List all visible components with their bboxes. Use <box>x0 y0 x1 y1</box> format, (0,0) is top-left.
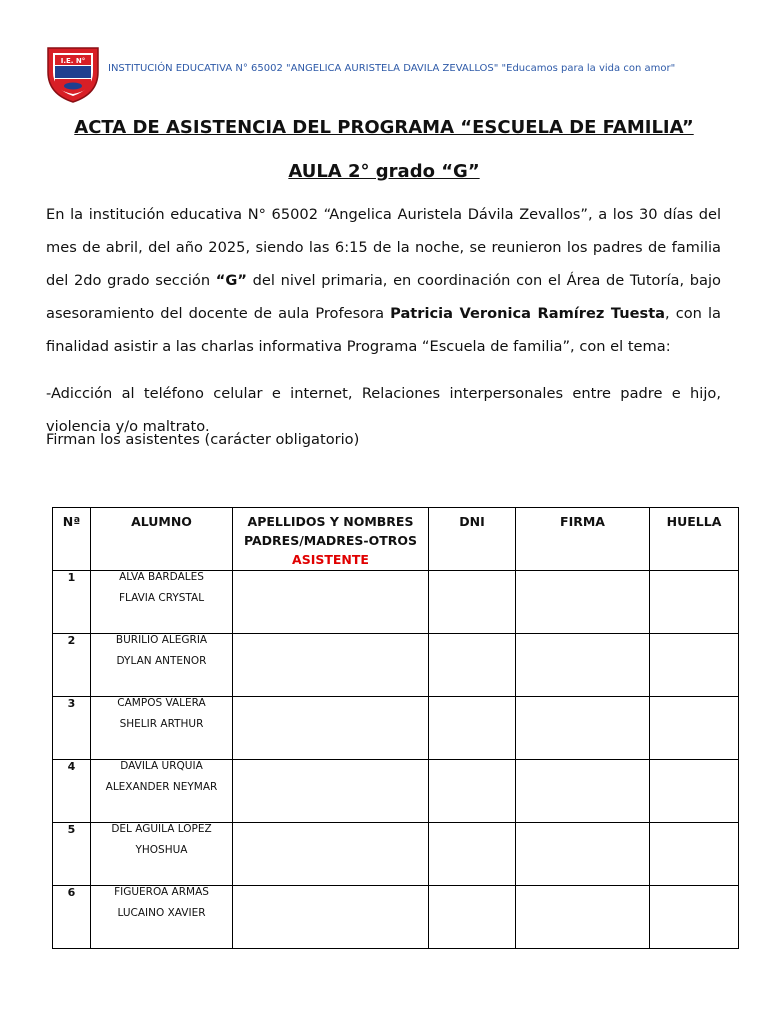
header-apellidos-label: APELLIDOS Y NOMBRES PADRES/MADRES-OTROS <box>243 514 418 548</box>
signature-cell[interactable] <box>516 634 650 697</box>
table-row <box>53 634 739 697</box>
signature-cell[interactable] <box>516 760 650 823</box>
signers-note: Firman los asistentes (carácter obligatorio) <box>46 431 360 448</box>
classroom-title: AULA 2° grado “G” <box>288 161 480 182</box>
dni-cell[interactable] <box>429 571 516 634</box>
student-given-name: LUCAINO XAVIER <box>117 907 206 919</box>
student-surname: CAMPOS VALERA <box>117 697 206 709</box>
parent-name-cell[interactable] <box>233 823 429 886</box>
fingerprint-cell[interactable] <box>650 634 739 697</box>
parent-name-cell[interactable] <box>233 634 429 697</box>
dni-cell[interactable] <box>429 823 516 886</box>
fingerprint-cell[interactable] <box>650 697 739 760</box>
student-name-cell <box>91 886 233 949</box>
intro-text-a: En la institución educativa N° 65002 “Angelica Auristela Dávila Zevallos”, a los 30 días del mes de abril, del año 2025, siendo las 6:15 de la noche, se reunieron los padres de familia del 2do grado sección <box>46 206 721 289</box>
row-number: 3 <box>53 697 91 760</box>
student-given-name: YHOSHUA <box>135 844 188 856</box>
dni-cell[interactable] <box>429 886 516 949</box>
intro-text-b: del nivel primaria, en coordinación con el Área de Tutoría, bajo asesoramiento del docente de aula Profesora <box>46 272 721 322</box>
school-logo <box>44 42 102 104</box>
fingerprint-cell[interactable] <box>650 886 739 949</box>
row-number: 2 <box>53 634 91 697</box>
student-name-cell <box>91 634 233 697</box>
table-row <box>53 571 739 634</box>
parent-name-cell[interactable] <box>233 571 429 634</box>
intro-text-c: , con la finalidad asistir a las charlas informativa Programa “Escuela de familia”, con el tema: <box>46 305 721 355</box>
header-apellidos <box>233 508 429 571</box>
document-header <box>44 42 744 104</box>
header-alumno: ALUMNO <box>91 508 233 571</box>
row-number: 4 <box>53 760 91 823</box>
student-surname: BURILIO ALEGRIA <box>115 634 208 646</box>
table-row <box>53 697 739 760</box>
signature-cell[interactable] <box>516 571 650 634</box>
header-number: Nª <box>53 508 91 571</box>
header-huella: HUELLA <box>650 508 739 571</box>
teacher-name: Patricia Veronica Ramírez Tuesta <box>390 305 666 322</box>
section-letter: “G” <box>215 272 247 289</box>
dni-cell[interactable] <box>429 634 516 697</box>
dni-cell[interactable] <box>429 697 516 760</box>
table-row <box>53 886 739 949</box>
student-name-cell <box>91 697 233 760</box>
student-given-name: FLAVIA CRYSTAL <box>118 592 205 604</box>
student-name-cell <box>91 823 233 886</box>
fingerprint-cell[interactable] <box>650 823 739 886</box>
svg-text:I.E. N°: I.E. N° <box>60 57 86 65</box>
student-surname: ALVA BARDALES <box>119 571 204 583</box>
signature-cell[interactable] <box>516 823 650 886</box>
student-given-name: SHELIR ARTHUR <box>119 718 204 730</box>
row-number: 6 <box>53 886 91 949</box>
table-header-row <box>53 508 739 571</box>
signature-cell[interactable] <box>516 697 650 760</box>
institution-header-text: INSTITUCIÓN EDUCATIVA N° 65002 "ANGELICA AURISTELA DAVILA ZEVALLOS" "Educamos para la vida con amor" <box>108 63 676 74</box>
student-surname: FIGUEROA ARMAS <box>114 886 209 898</box>
student-name-cell <box>91 571 233 634</box>
fingerprint-cell[interactable] <box>650 760 739 823</box>
table-row <box>53 760 739 823</box>
table-row <box>53 823 739 886</box>
header-dni: DNI <box>429 508 516 571</box>
parent-name-cell[interactable] <box>233 697 429 760</box>
parent-name-cell[interactable] <box>233 760 429 823</box>
dni-cell[interactable] <box>429 760 516 823</box>
attendance-table <box>52 507 739 949</box>
row-number: 1 <box>53 571 91 634</box>
intro-paragraph <box>46 198 721 363</box>
student-given-name: ALEXANDER NEYMAR <box>105 781 218 793</box>
fingerprint-cell[interactable] <box>650 571 739 634</box>
header-firma: FIRMA <box>516 508 650 571</box>
topic-paragraph: -Adicción al teléfono celular e internet, Relaciones interpersonales entre padre e hijo, violencia y/o maltrato. <box>46 385 721 435</box>
student-name-cell <box>91 760 233 823</box>
student-surname: DEL AGUILA LOPEZ <box>111 823 212 835</box>
signature-cell[interactable] <box>516 886 650 949</box>
student-surname: DAVILA URQUIA <box>120 760 203 772</box>
document-title: ACTA DE ASISTENCIA DEL PROGRAMA “ESCUELA DE FAMILIA” <box>74 117 694 138</box>
parent-name-cell[interactable] <box>233 886 429 949</box>
header-asistente-label: ASISTENTE <box>292 552 369 567</box>
student-given-name: DYLAN ANTENOR <box>116 655 207 667</box>
row-number: 5 <box>53 823 91 886</box>
